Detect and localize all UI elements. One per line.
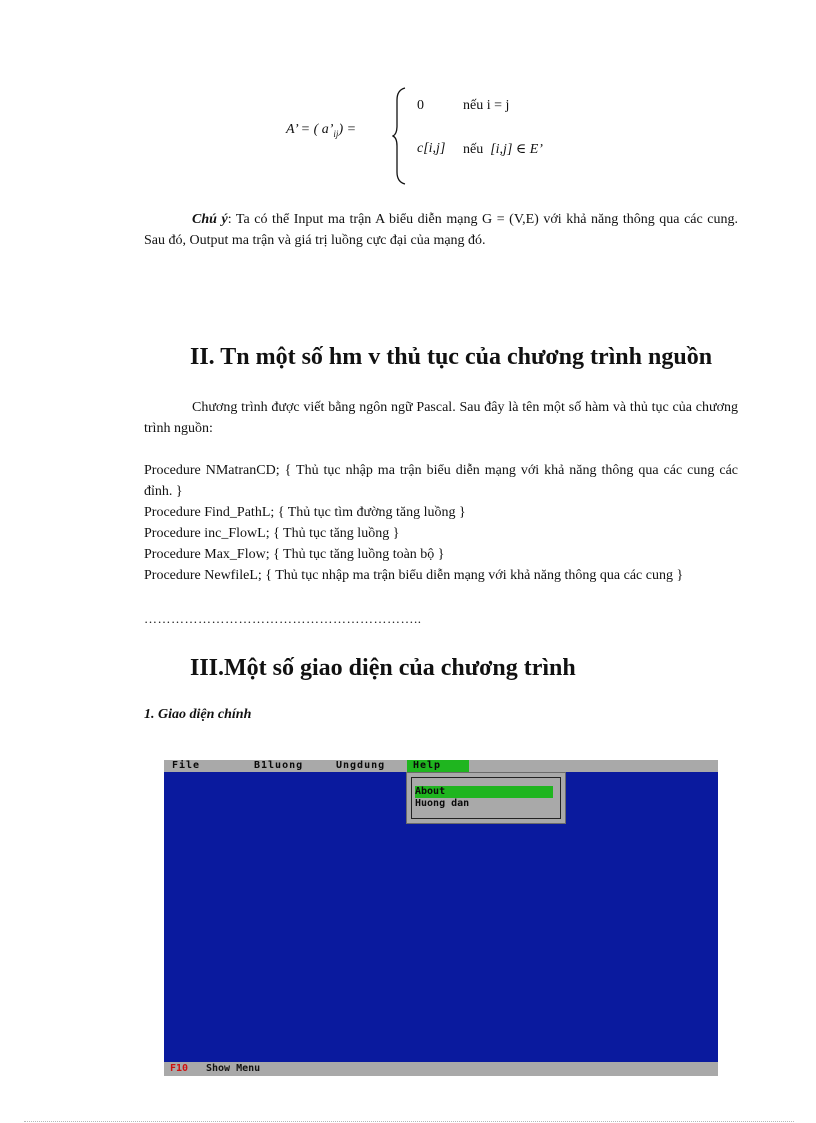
procedure-item: Procedure inc_FlowL; { Thủ tục tăng luồng }	[144, 526, 400, 541]
section-2-intro-text: Chương trình được viết bằng ngôn ngữ Pascal. Sau đây là tên một số hàm và thủ tục của chương trình nguồn:	[144, 400, 738, 436]
procedure-item: Procedure Find_PathL; { Thủ tục tìm đường tăng luồng }	[144, 505, 466, 520]
ellipsis-line: ……………………………………………………..	[144, 611, 422, 626]
menu-help[interactable]: Help	[407, 760, 469, 772]
formula-case1-value: 0	[417, 98, 424, 113]
note-paragraph	[144, 209, 738, 251]
dropdown-item-about[interactable]: About	[415, 786, 553, 798]
note-label: Chú ý	[192, 212, 228, 227]
section-3-heading: III.Một số giao diện của chương trình	[190, 655, 576, 681]
menu-b1luong[interactable]: B1luong	[254, 760, 304, 771]
status-key-f10[interactable]: F10	[170, 1063, 189, 1074]
program-screenshot	[164, 760, 718, 1076]
procedure-item: Procedure NMatranCD; { Thủ tục nhập ma trận biểu diễn mạng với khả năng thông qua các cung các đỉnh. }	[144, 463, 738, 499]
menu-ungdung[interactable]: Ungdung	[336, 760, 386, 771]
procedure-item: Procedure Max_Flow; { Thủ tục tăng luồng toàn bộ }	[144, 547, 445, 562]
formula-lhs	[286, 122, 356, 139]
section-2-heading: II. Tn một số hm v thủ tục của chương trình nguồn	[190, 344, 713, 370]
formula-brace	[392, 86, 408, 191]
menu-file[interactable]: File	[172, 760, 201, 771]
formula-case1-condition: nếu i = j	[463, 98, 510, 113]
dos-statusbar	[164, 1062, 718, 1076]
formula-lhs-main: A’ = ( a’	[286, 122, 334, 137]
note-text: : Ta có thể Input ma trận A biểu diễn mạng G = (V,E) với khả năng thông qua các cung. Sau đó, Output ma trận và giá trị luồng cực đại của mạng đó.	[144, 212, 739, 248]
formula-case2-set: [i,j] ∈ E’	[490, 142, 543, 157]
formula-case2-prefix: nếu	[463, 142, 484, 157]
help-dropdown	[406, 772, 566, 824]
page-bottom-divider	[24, 1121, 794, 1122]
procedure-list	[144, 460, 738, 586]
section-3-subheading: 1. Giao diện chính	[144, 707, 252, 722]
dos-menubar	[164, 760, 718, 772]
formula-case2-condition	[463, 141, 543, 158]
formula-case2-value: c[i,j]	[417, 141, 446, 156]
procedure-item: Procedure NewfileL; { Thủ tục nhập ma trận biểu diễn mạng với khả năng thông qua các cung }	[144, 568, 684, 583]
formula-lhs-end: ) =	[338, 122, 357, 137]
status-label-show-menu: Show Menu	[206, 1063, 261, 1074]
section-2-intro	[144, 397, 738, 439]
help-dropdown-frame	[411, 777, 561, 819]
formula-lhs-subscript: ij	[333, 128, 339, 139]
dropdown-item-huong-dan[interactable]: Huong dan	[415, 798, 470, 809]
